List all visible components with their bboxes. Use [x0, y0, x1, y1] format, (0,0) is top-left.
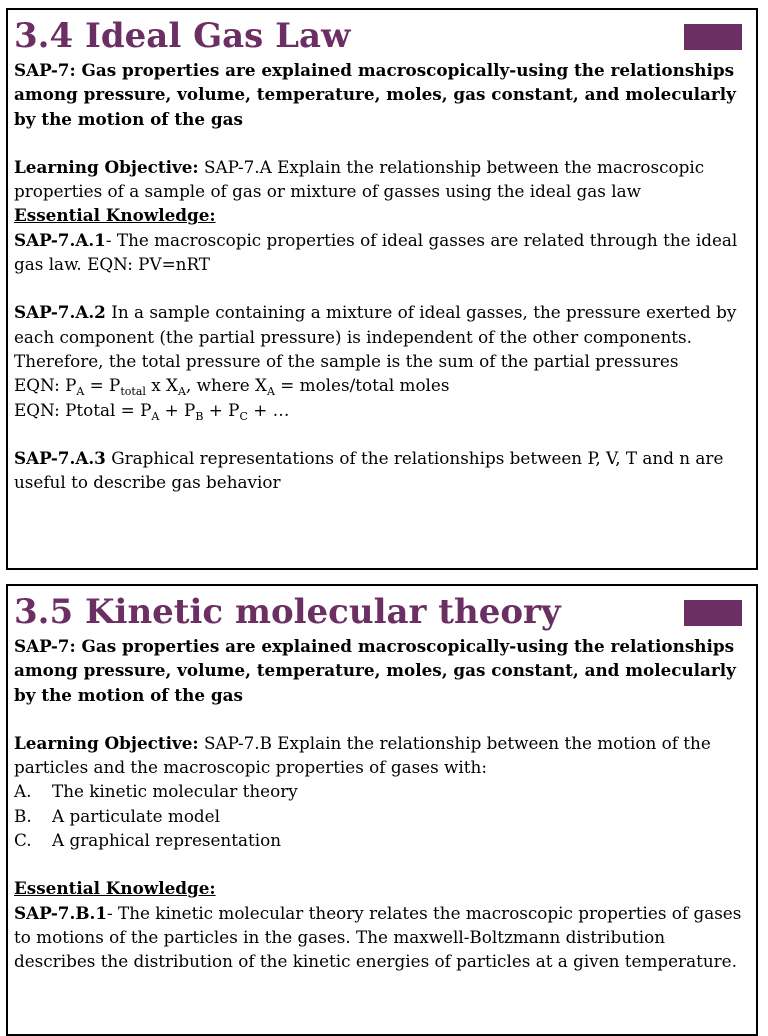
- knowledge-code: SAP-7.A.2: [14, 302, 106, 323]
- knowledge-text: Graphical representations of the relationships between P, V, T and n are useful to describe gas behavior: [14, 447, 724, 493]
- list-item: [14, 828, 748, 852]
- equation-partial-pressure: EQN: $P_A = P_{total}$ x $X_A$, where $X_A$ = moles/total moles: [14, 375, 450, 399]
- slide-title: 3.4 Ideal Gas Law: [14, 16, 351, 56]
- learning-objective-text: SAP-7.B Explain the relationship between the motion of the particles and the macroscopic properties of gases with:: [14, 732, 711, 778]
- equation-total-pressure: EQN: Ptotal = $P_A + P_B + P_C$ + …: [14, 399, 290, 423]
- slide-kinetic-molecular-theory: [6, 584, 758, 1036]
- essential-knowledge-label: Essential Knowledge:: [14, 878, 216, 899]
- list-text: A particulate model: [52, 805, 220, 826]
- list-item: [14, 779, 748, 803]
- knowledge-code: SAP-7.A.1: [14, 229, 106, 250]
- slide-content: [14, 58, 748, 494]
- knowledge-code: SAP-7.B.1: [14, 902, 108, 923]
- slide-ideal-gas-law: [6, 8, 758, 570]
- list-marker: C.: [14, 830, 32, 851]
- slide-content: [14, 634, 748, 974]
- learning-objective: [14, 155, 748, 204]
- knowledge-code: SAP-7.A.3: [14, 447, 106, 468]
- learning-objective: [14, 731, 748, 780]
- knowledge-item-a2: [14, 300, 748, 373]
- knowledge-item-b1: [14, 901, 748, 974]
- list-item: [14, 804, 748, 828]
- knowledge-item-a3: [14, 446, 748, 495]
- learning-objective-label: Learning Objective:: [14, 732, 199, 753]
- list-marker: B.: [14, 805, 32, 826]
- list-marker: A.: [14, 781, 32, 802]
- list-text: A graphical representation: [52, 830, 282, 851]
- knowledge-item-a1: [14, 228, 748, 277]
- sap-heading: SAP-7: Gas properties are explained macroscopically-using the relationships among pressure, volume, temperature, moles, gas constant, and molecularly by the motion of the gas: [14, 60, 736, 129]
- list-text: The kinetic molecular theory: [52, 781, 298, 802]
- accent-bar: [684, 24, 742, 50]
- knowledge-text: - The macroscopic properties of ideal gasses are related through the ideal gas law. EQN: PV=nRT: [14, 229, 738, 275]
- accent-bar: [684, 600, 742, 626]
- learning-objective-text: SAP-7.A Explain the relationship between the macroscopic properties of a sample of gas or mixture of gasses using the ideal gas law: [14, 156, 705, 202]
- learning-objective-label: Learning Objective:: [14, 156, 199, 177]
- essential-knowledge-label: Essential Knowledge:: [14, 205, 216, 226]
- slide-title: 3.5 Kinetic molecular theory: [14, 592, 561, 632]
- sap-heading: SAP-7: Gas properties are explained macroscopically-using the relationships among pressure, volume, temperature, moles, gas constant, and molecularly by the motion of the gas: [14, 636, 736, 705]
- knowledge-text: In a sample containing a mixture of ideal gasses, the pressure exerted by each component (the partial pressure) is independent of the other components. Therefore, the total pressure of the sample is the sum of the partial pressures: [14, 302, 737, 371]
- knowledge-text: - The kinetic molecular theory relates the macroscopic properties of gases to motions of the particles in the gases. The maxwell-Boltzmann distribution describes the distribution of the kinetic energies of particles at a given temperature.: [14, 902, 742, 972]
